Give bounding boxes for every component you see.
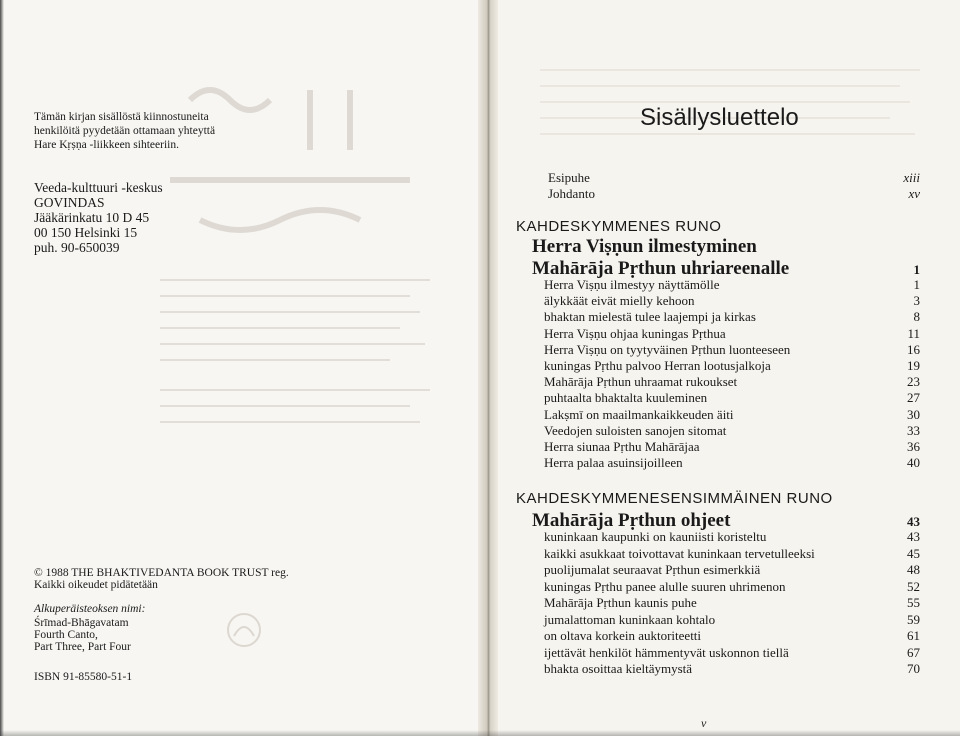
- page-folio: v: [701, 716, 707, 730]
- part-heading: KAHDESKYMMENESENSIMMÄINEN RUNO: [516, 490, 833, 507]
- toc-entry-page: 23: [907, 374, 920, 390]
- toc-entry-label: Herra siunaa Pṛthu Mahārājaa: [544, 439, 700, 454]
- toc-entry-label: kaikki asukkaat toivottavat kuninkaan tervetulleeksi: [544, 545, 815, 561]
- toc-entry-page: 70: [907, 661, 920, 676]
- toc-title: Sisällysluettelo: [640, 104, 799, 131]
- toc-entry-page: 67: [907, 644, 920, 660]
- toc-entry-label: puolijumalat seuraavat Pṛthun esimerkkiä: [544, 562, 761, 577]
- chapter-title: Mahārāja Pṛthun uhriareenalle: [532, 258, 790, 279]
- toc-entry-page: 3: [913, 293, 920, 309]
- toc-entry-label: Herra palaa asuinsijoilleen: [544, 455, 683, 471]
- address-line: GOVINDAS: [34, 195, 105, 210]
- toc-entry-page: 8: [913, 309, 920, 325]
- toc-entry-label: bhaktan mielestä tulee laajempi ja kirkas: [544, 309, 756, 325]
- toc-entry-page: 1: [913, 277, 920, 292]
- notice-line: Tämän kirjan sisällöstä kiinnostuneita: [34, 111, 209, 123]
- toc-entry-page: 40: [907, 455, 920, 471]
- toc-entry-page: 30: [907, 406, 920, 422]
- toc-entry-page: 52: [907, 578, 920, 594]
- toc-entry-label: Mahārāja Pṛthun kaunis puhe: [544, 595, 697, 610]
- toc-entry-label: kuningas Pṛthu palvoo Herran lootusjalkoja: [544, 358, 771, 373]
- original-title-line: Part Three, Part Four: [34, 641, 131, 653]
- toc-entry-page: 16: [907, 341, 920, 357]
- toc-entry-label: Esipuhe: [548, 170, 590, 185]
- toc-entry-page: 36: [907, 439, 920, 454]
- chapter-page: 1: [913, 262, 920, 277]
- toc-entry-page: 19: [907, 358, 920, 373]
- toc-entry-page: 27: [907, 390, 920, 406]
- copyright-line: © 1988 THE BHAKTIVEDANTA BOOK TRUST reg.: [34, 567, 289, 579]
- toc-entry-page: 61: [907, 628, 920, 643]
- address-line: Veeda-kulttuuri -keskus: [34, 180, 163, 195]
- toc-entry-label: Herra Viṣṇu on tyytyväinen Pṛthun luonteeseen: [544, 341, 791, 357]
- toc-entry-label: kuninkaan kaupunki on kauniisti koristeltu: [544, 529, 767, 544]
- bottom-shadow: [0, 730, 960, 736]
- toc-entry-label: älykkäät eivät mielly kehoon: [544, 293, 695, 309]
- address-line: 00 150 Helsinki 15: [34, 225, 138, 240]
- toc-entry-page: 11: [907, 325, 920, 341]
- notice-line: Hare Kṛṣṇa -liikkeen sihteeriin.: [34, 139, 179, 151]
- toc-entry-label: kuningas Pṛthu panee alulle suuren uhrimenon: [544, 578, 786, 594]
- toc-entry-label: bhakta osoittaa kieltäymystä: [544, 661, 693, 676]
- page-edge-shadow: [0, 0, 4, 736]
- chapter-title: Mahārāja Pṛthun ohjeet: [532, 510, 731, 531]
- address-line: Jääkärinkatu 10 D 45: [34, 210, 150, 225]
- toc-entry-label: on oltava korkein auktoriteetti: [544, 628, 702, 643]
- toc-entry-page: 33: [907, 422, 920, 438]
- chapter-page: 43: [907, 514, 920, 529]
- toc-entry-page: xv: [908, 186, 920, 201]
- toc-entry-label: Herra Viṣṇu ohjaa kuningas Pṛthua: [544, 325, 726, 341]
- toc-entry-label: ijettävät henkilöt hämmentyvät uskonnon tiellä: [544, 644, 789, 660]
- toc-entry-label: Mahārāja Pṛthun uhraamat rukoukset: [544, 374, 738, 390]
- isbn: ISBN 91-85580-51-1: [34, 671, 133, 683]
- toc-entry-page: 48: [907, 562, 920, 577]
- book-gutter: [478, 0, 498, 736]
- toc-entry-label: Lakṣmī on maailmankaikkeuden äiti: [544, 406, 734, 422]
- address-line: puh. 90-650039: [34, 240, 120, 255]
- original-title-label: Alkuperäisteoksen nimi:: [34, 603, 146, 615]
- toc-entry-label: jumalattoman kuninkaan kohtalo: [544, 611, 716, 627]
- toc-entry-page: 55: [907, 595, 920, 610]
- toc-entry-label: Herra Viṣṇu ilmestyy näyttämölle: [544, 277, 720, 292]
- original-title-line: Śrīmad-Bhāgavatam: [34, 617, 129, 629]
- toc-entry-page: 59: [907, 611, 920, 627]
- notice-line: henkilöitä pyydetään ottamaan yhteyttä: [34, 125, 216, 137]
- toc-entry-label: Veedojen suloisten sanojen sitomat: [544, 422, 727, 438]
- original-title-line: Fourth Canto,: [34, 629, 98, 641]
- toc-entry-label: puhtaalta bhaktalta kuuleminen: [544, 390, 708, 406]
- part-heading: KAHDESKYMMENES RUNO: [516, 218, 722, 235]
- rights-line: Kaikki oikeudet pidätetään: [34, 579, 158, 591]
- toc-entry-page: 45: [907, 545, 920, 561]
- toc-entry-page: xiii: [903, 170, 920, 185]
- chapter-title: Herra Viṣṇun ilmestyminen: [532, 236, 757, 257]
- toc-entry-page: 43: [907, 529, 920, 544]
- toc-entry-label: Johdanto: [548, 186, 595, 201]
